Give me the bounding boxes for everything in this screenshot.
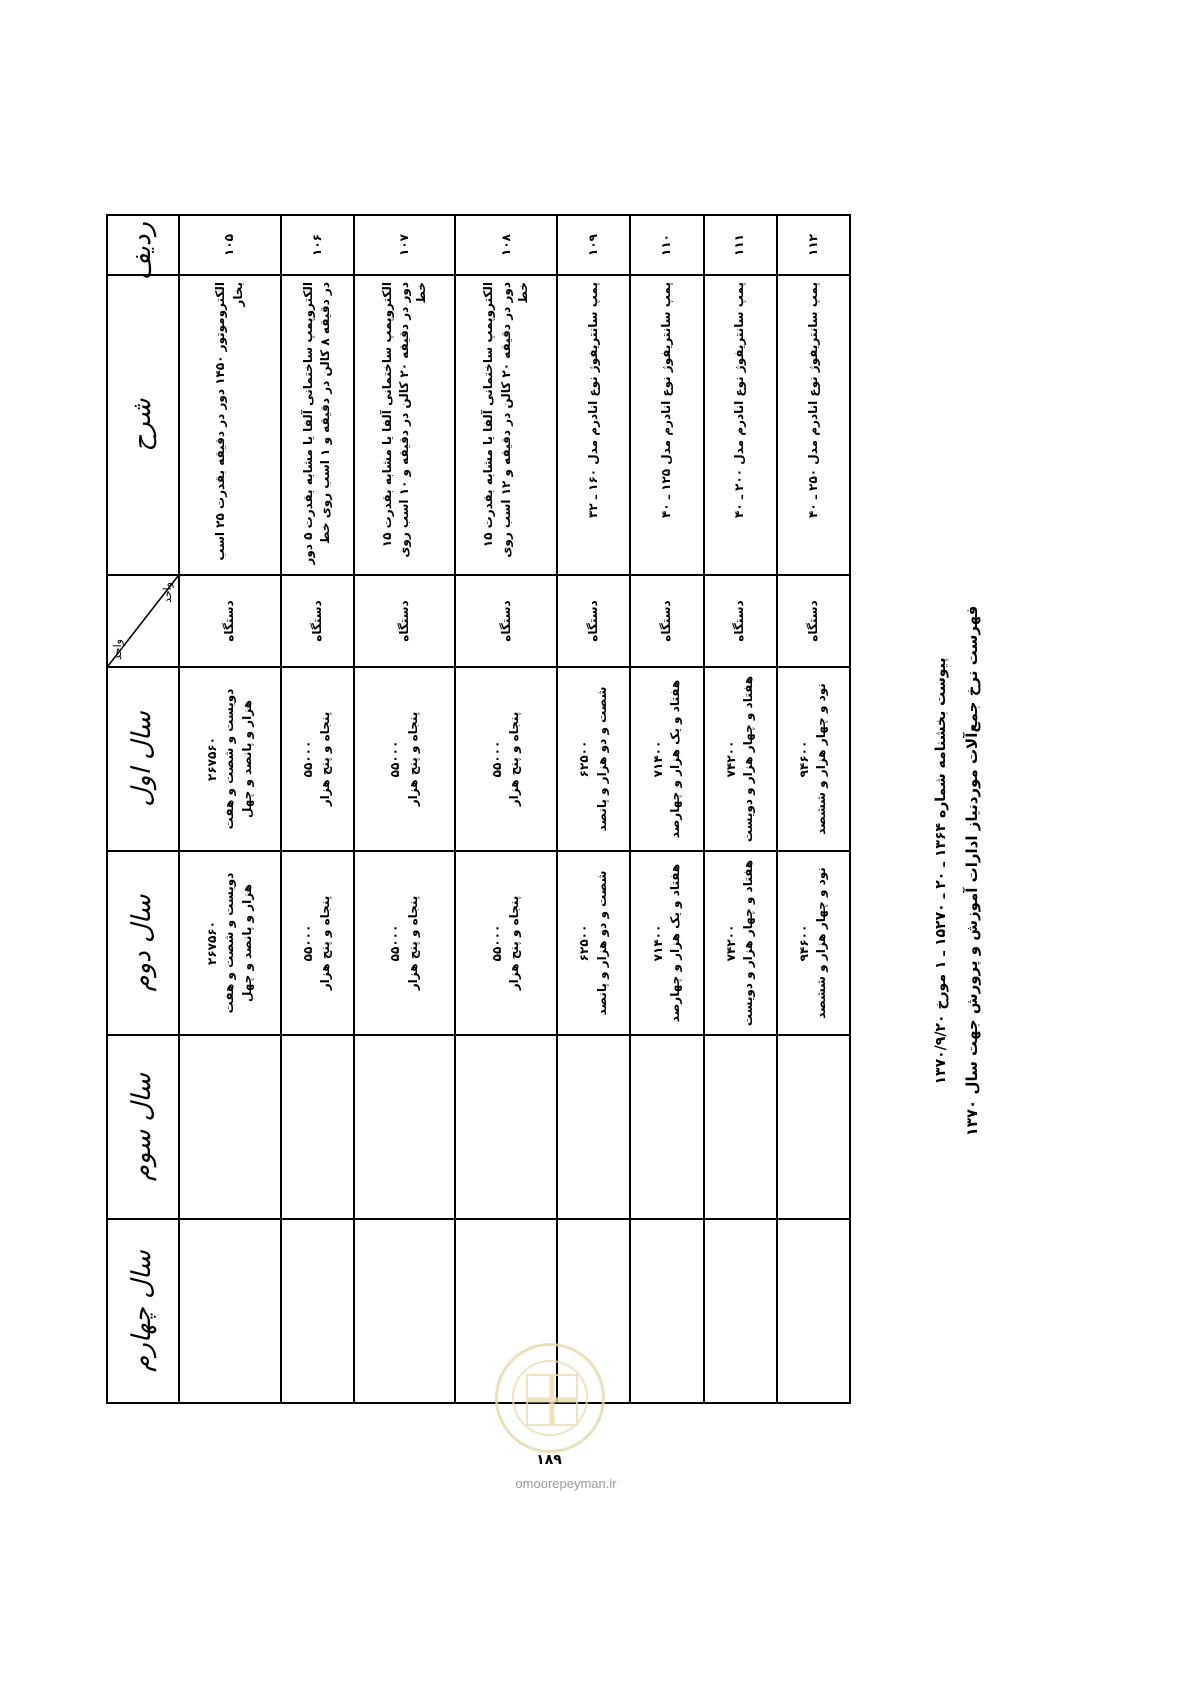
row-unit: دستگاه (179, 575, 281, 667)
price-words: نود و چهار هزار و ششصد (814, 683, 829, 835)
row-number: ۱۰۷ (354, 215, 456, 275)
row-description: الکتروپمپ ساختمانی آلفا یا مشابه بقدرت ۱۵ دور در دقیقه ۲۰ کالن در دقیقه و ۱۰ اسب روی خط (354, 275, 456, 575)
page-subtitle: پیوست بخشنامه شماره ۱۳۶۴ ـ ۲۰ ـ ۱۵۲۷۰ ـ ۱ مورخ ۱۳۷۰/۹/۲۰ (933, 657, 949, 1085)
price-number: ۲۶۷۵۶۰ (204, 921, 219, 965)
row-price-p2 (630, 851, 703, 1035)
header-unit-top: واحد (111, 639, 124, 660)
header-unit-bottom: واحد (161, 582, 175, 603)
row-description: پمپ سانتریفوژ نوع انادرم مدل ۱۶۰ ـ ۳۲ (557, 275, 630, 575)
table-row (630, 215, 703, 1403)
table-row (179, 215, 281, 1403)
row-price-p1 (455, 667, 557, 851)
price-number: ۷۱۴۰۰ (650, 924, 665, 962)
row-price-p4 (630, 1219, 703, 1403)
price-number: ۵۵۰۰۰ (300, 740, 315, 778)
row-description: پمپ سانتریفوژ نوع انادرم مدل ۱۲۵ ـ ۴۰ (630, 275, 703, 575)
page-number: ۱۸۹ (536, 1452, 562, 1468)
row-number: ۱۰۶ (281, 215, 354, 275)
header-price-year-3: سال سوم (107, 1035, 179, 1219)
row-description: پمپ سانتریفوژ نوع انادرم مدل ۲۰۰ ـ ۴۰ (704, 275, 777, 575)
table-row (354, 215, 456, 1403)
row-price-p1 (704, 667, 777, 851)
table-row (281, 215, 354, 1403)
row-price-p2 (777, 851, 850, 1035)
price-words: شصت و دو هزار و پانصد (594, 870, 609, 1016)
stamp-seal (495, 1343, 605, 1453)
row-price-p4 (704, 1219, 777, 1403)
row-unit: دستگاه (455, 575, 557, 667)
table-header-row (107, 215, 179, 1403)
price-number: ۶۲۵۰۰ (577, 740, 592, 778)
price-words: هفتاد و یک هزار و چهارصد (667, 863, 682, 1023)
header-price-year-2: سال دوم (107, 851, 179, 1035)
row-price-p1 (281, 667, 354, 851)
table-row (455, 215, 557, 1403)
price-words: دویست و شصت و هفت هزار و پانصد و چهل (222, 872, 254, 1014)
row-unit: دستگاه (777, 575, 850, 667)
table-row (777, 215, 850, 1403)
row-number: ۱۰۸ (455, 215, 557, 275)
watermark: omoorepeyman.ir (515, 1476, 617, 1491)
table-wrapper (106, 216, 851, 1404)
price-number: ۹۴۶۰۰ (796, 740, 811, 778)
row-number: ۱۱۰ (630, 215, 703, 275)
price-number: ۵۵۰۰۰ (489, 740, 504, 778)
price-words: نود و چهار هزار و ششصد (814, 867, 829, 1019)
row-unit: دستگاه (281, 575, 354, 667)
table-row (704, 215, 777, 1403)
row-price-p3 (455, 1035, 557, 1219)
row-price-p1 (354, 667, 456, 851)
row-number: ۱۰۵ (179, 215, 281, 275)
price-number: ۷۱۴۰۰ (650, 740, 665, 778)
row-number: ۱۰۹ (557, 215, 630, 275)
price-number: ۶۲۵۰۰ (577, 924, 592, 962)
price-number: ۵۵۰۰۰ (300, 924, 315, 962)
price-number: ۵۵۰۰۰ (388, 740, 403, 778)
header-description: شرح (107, 275, 179, 575)
price-words: پنجاه و پنج هزار (507, 895, 522, 991)
row-price-p2 (557, 851, 630, 1035)
price-words: شصت و دو هزار و پانصد (594, 686, 609, 832)
row-unit: دستگاه (630, 575, 703, 667)
price-number: ۵۵۰۰۰ (388, 924, 403, 962)
price-words: هفتاد و چهار هزار و دویست (741, 859, 756, 1027)
price-words: پنجاه و پنج هزار (405, 711, 420, 807)
row-price-p1 (630, 667, 703, 851)
price-words: پنجاه و پنج هزار (318, 895, 333, 991)
header-price-year-4: سال چهارم (107, 1219, 179, 1403)
price-words: پنجاه و پنج هزار (405, 895, 420, 991)
price-words: دویست و شصت و هفت هزار و پانصد و چهل (222, 688, 254, 830)
header-price-year-1: سال اول (107, 667, 179, 851)
row-unit: دستگاه (704, 575, 777, 667)
price-number: ۷۴۲۰۰ (723, 740, 738, 778)
row-price-p2 (455, 851, 557, 1035)
row-price-p3 (179, 1035, 281, 1219)
price-words: هفتاد و یک هزار و چهارصد (667, 679, 682, 839)
price-words: هفتاد و چهار هزار و دویست (741, 675, 756, 843)
row-unit: دستگاه (354, 575, 456, 667)
header-row-number: ردیف (107, 215, 179, 275)
price-number: ۹۴۶۰۰ (796, 924, 811, 962)
price-number: ۷۴۲۰۰ (723, 924, 738, 962)
row-description: پمپ سانتریفوژ نوع انادرم مدل ۲۵۰ ـ ۴۰ (777, 275, 850, 575)
header-unit (107, 575, 179, 667)
row-unit: دستگاه (557, 575, 630, 667)
table-row (557, 215, 630, 1403)
row-price-p1 (557, 667, 630, 851)
row-price-p3 (354, 1035, 456, 1219)
row-price-p3 (281, 1035, 354, 1219)
price-words: پنجاه و پنج هزار (507, 711, 522, 807)
row-price-p2 (354, 851, 456, 1035)
row-number: ۱۱۲ (777, 215, 850, 275)
row-price-p2 (281, 851, 354, 1035)
row-price-p3 (704, 1035, 777, 1219)
row-price-p2 (179, 851, 281, 1035)
price-table (106, 214, 851, 1404)
row-price-p2 (704, 851, 777, 1035)
price-number: ۵۵۰۰۰ (489, 924, 504, 962)
page-title: فهرست نرخ جمع‌آلات موردنیاز ادارات آموزش و پرورش جهت سال ۱۳۷۰ (963, 605, 981, 1137)
row-price-p4 (354, 1219, 456, 1403)
row-price-p4 (777, 1219, 850, 1403)
row-number: ۱۱۱ (704, 215, 777, 275)
price-words: پنجاه و پنج هزار (318, 711, 333, 807)
row-price-p3 (630, 1035, 703, 1219)
price-number: ۲۶۷۵۶۰ (204, 737, 219, 781)
stamp-emblem (526, 1374, 578, 1426)
row-price-p3 (777, 1035, 850, 1219)
row-price-p1 (179, 667, 281, 851)
row-description: الکتروپمپ ساختمانی آلفا یا مشابه بقدرت ۱۵ دور در دقیقه ۲۰ کالن در دقیقه و ۱۲ اسب روی خط (455, 275, 557, 575)
row-description: الکتروموتور ۱۴۵۰ دور در دقیقه بقدرت ۲۵ اسب بخار (179, 275, 281, 575)
row-price-p4 (179, 1219, 281, 1403)
row-description: الکتروپمپ ساختمانی آلفا یا مشابه بقدرت ۵ دور در دقیقه ۸ کالن در دقیقه و ۱ اسب روی خط (281, 275, 354, 575)
row-price-p3 (557, 1035, 630, 1219)
row-price-p4 (281, 1219, 354, 1403)
row-price-p1 (777, 667, 850, 851)
